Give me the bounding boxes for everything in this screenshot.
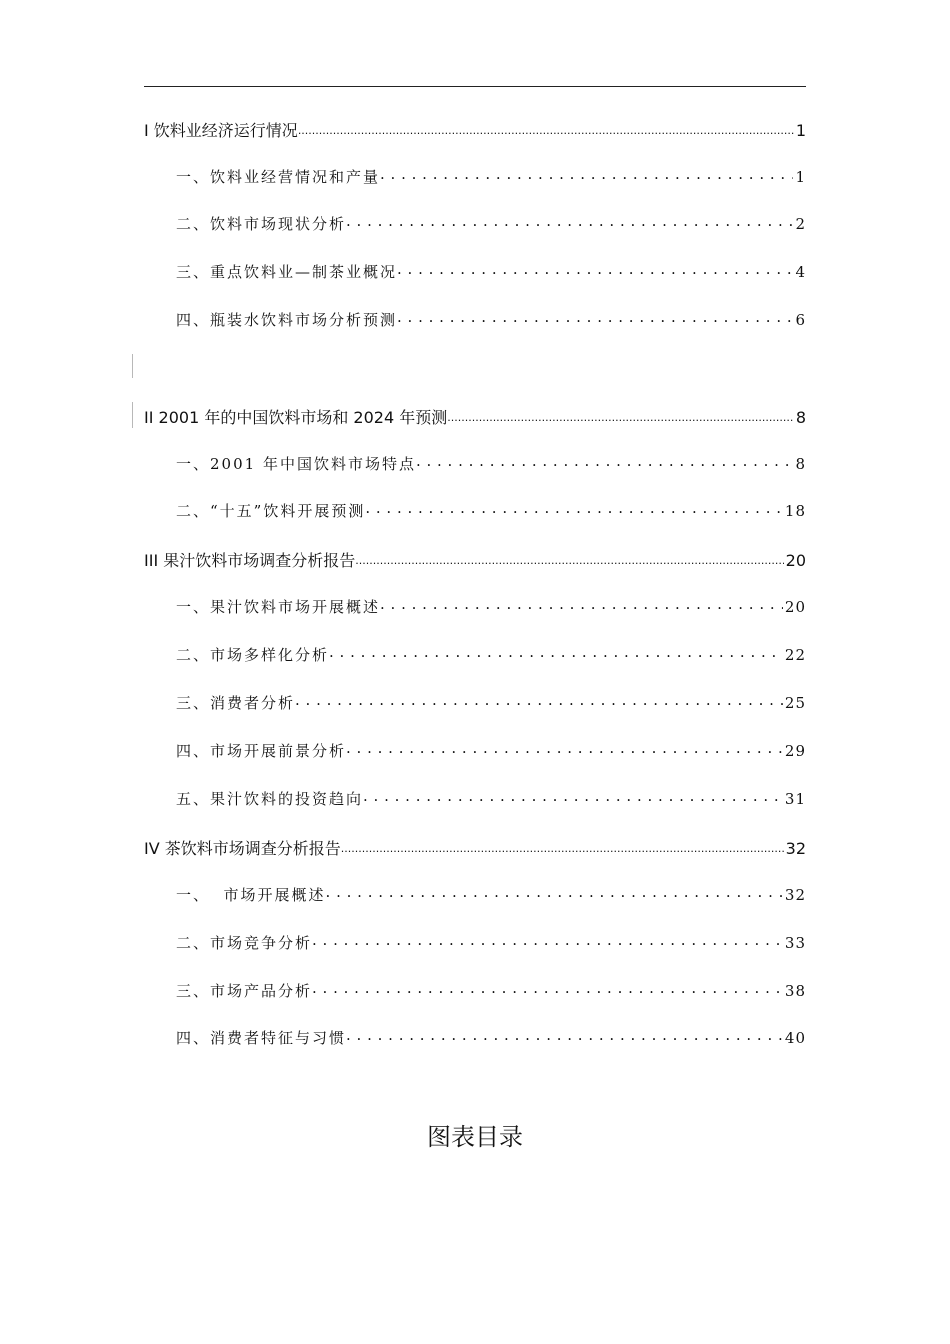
dot-leader <box>312 981 783 996</box>
toc-entry-title: 一、2001 年中国饮料市场特点 <box>176 455 416 473</box>
toc-entry[interactable] <box>176 213 806 237</box>
dot-leader <box>346 1028 783 1043</box>
toc-entry[interactable] <box>176 261 806 285</box>
toc-entry[interactable] <box>176 644 806 668</box>
toc-page-number: 18 <box>784 502 806 520</box>
toc-section-1[interactable] <box>144 118 806 142</box>
toc-entry-title: 一、饮料业经营情况和产量 <box>176 168 381 186</box>
toc-entry[interactable] <box>176 166 806 190</box>
margin-change-bar <box>132 402 133 428</box>
dot-leader <box>397 310 793 325</box>
toc-page-number: 1 <box>795 168 806 186</box>
toc-page-number: 8 <box>795 455 806 473</box>
toc-entry-title: 四、市场开展前景分析 <box>176 742 347 760</box>
dot-leader <box>298 120 794 136</box>
toc-page-number: 33 <box>784 934 806 952</box>
toc-page-number: 29 <box>784 742 806 760</box>
toc-page-number: 32 <box>785 839 806 858</box>
toc-section-title: IV 茶饮料市场调查分析报告 <box>144 839 341 858</box>
toc-page-number: 40 <box>784 1029 806 1047</box>
toc-entry-title: 三、市场产品分析 <box>176 982 313 1000</box>
toc-page-number: 31 <box>784 790 806 808</box>
toc-page-number: 32 <box>784 886 806 904</box>
toc-section-4[interactable] <box>144 836 806 860</box>
toc-entry[interactable] <box>176 884 806 908</box>
toc-entry[interactable] <box>176 932 806 956</box>
toc-page-number: 20 <box>785 551 806 570</box>
toc-entry-title: 二、市场竞争分析 <box>176 934 313 952</box>
toc-page-number: 38 <box>784 982 806 1000</box>
dot-leader <box>380 597 783 612</box>
dot-leader <box>346 214 793 229</box>
dot-leader <box>326 885 783 900</box>
toc-entry[interactable] <box>176 453 806 477</box>
toc-entry-title: 五、果汁饮料的投资趋向 <box>176 790 364 808</box>
dot-leader <box>329 645 783 660</box>
toc-entry-title: 一、果汁饮料市场开展概述 <box>176 598 381 616</box>
toc-entry[interactable] <box>176 692 806 716</box>
toc-entry[interactable] <box>176 740 806 764</box>
toc-entry-title: 四、消费者特征与习惯 <box>176 1029 347 1047</box>
dot-leader <box>341 838 784 854</box>
toc-section-title: II 2001 年的中国饮料市场和 2024 年预测 <box>144 408 448 427</box>
toc-section-title: III 果汁饮料市场调查分析报告 <box>144 551 356 570</box>
toc-entry[interactable] <box>176 500 806 524</box>
toc-page-number: 8 <box>795 408 806 427</box>
toc-entry-title: 三、消费者分析 <box>176 694 296 712</box>
toc-entry-title: 三、重点饮料业—制茶业概况 <box>176 263 398 281</box>
toc-page-number: 6 <box>795 311 806 329</box>
header-rule <box>144 86 806 87</box>
dot-leader <box>312 933 783 948</box>
toc-page-number: 4 <box>795 263 806 281</box>
dot-leader <box>355 550 783 566</box>
toc-page-number: 20 <box>784 598 806 616</box>
toc-section-2[interactable] <box>144 405 806 429</box>
dot-leader <box>380 167 793 182</box>
toc-section-3[interactable] <box>144 548 806 572</box>
dot-leader <box>416 454 794 469</box>
dot-leader <box>447 407 794 423</box>
toc-entry[interactable] <box>176 788 806 812</box>
toc-section-title: I 饮料业经济运行情况 <box>144 121 298 140</box>
toc-entry[interactable] <box>176 1027 806 1051</box>
toc-entry-title: 二、市场多样化分析 <box>176 646 330 664</box>
toc-page-number: 25 <box>784 694 806 712</box>
toc-page-number: 22 <box>784 646 806 664</box>
toc-entry[interactable] <box>176 980 806 1004</box>
toc-entry[interactable] <box>176 596 806 620</box>
margin-change-bar <box>132 354 133 378</box>
toc-entry-title: 二、饮料市场现状分析 <box>176 215 347 233</box>
toc-entry-title: 四、瓶装水饮料市场分析预测 <box>176 311 398 329</box>
toc-page-number: 1 <box>795 121 806 140</box>
toc-entry-title: 一、 市场开展概述 <box>176 886 326 904</box>
toc-entry[interactable] <box>176 309 806 333</box>
dot-leader <box>295 693 783 708</box>
dot-leader <box>346 741 783 756</box>
dot-leader <box>397 262 793 277</box>
figures-index-heading: 图表目录 <box>427 1123 523 1151</box>
dot-leader <box>365 501 783 516</box>
toc-entry-title: 二、“十五”饮料开展预测 <box>176 502 366 520</box>
dot-leader <box>363 789 783 804</box>
toc-page-number: 2 <box>795 215 806 233</box>
